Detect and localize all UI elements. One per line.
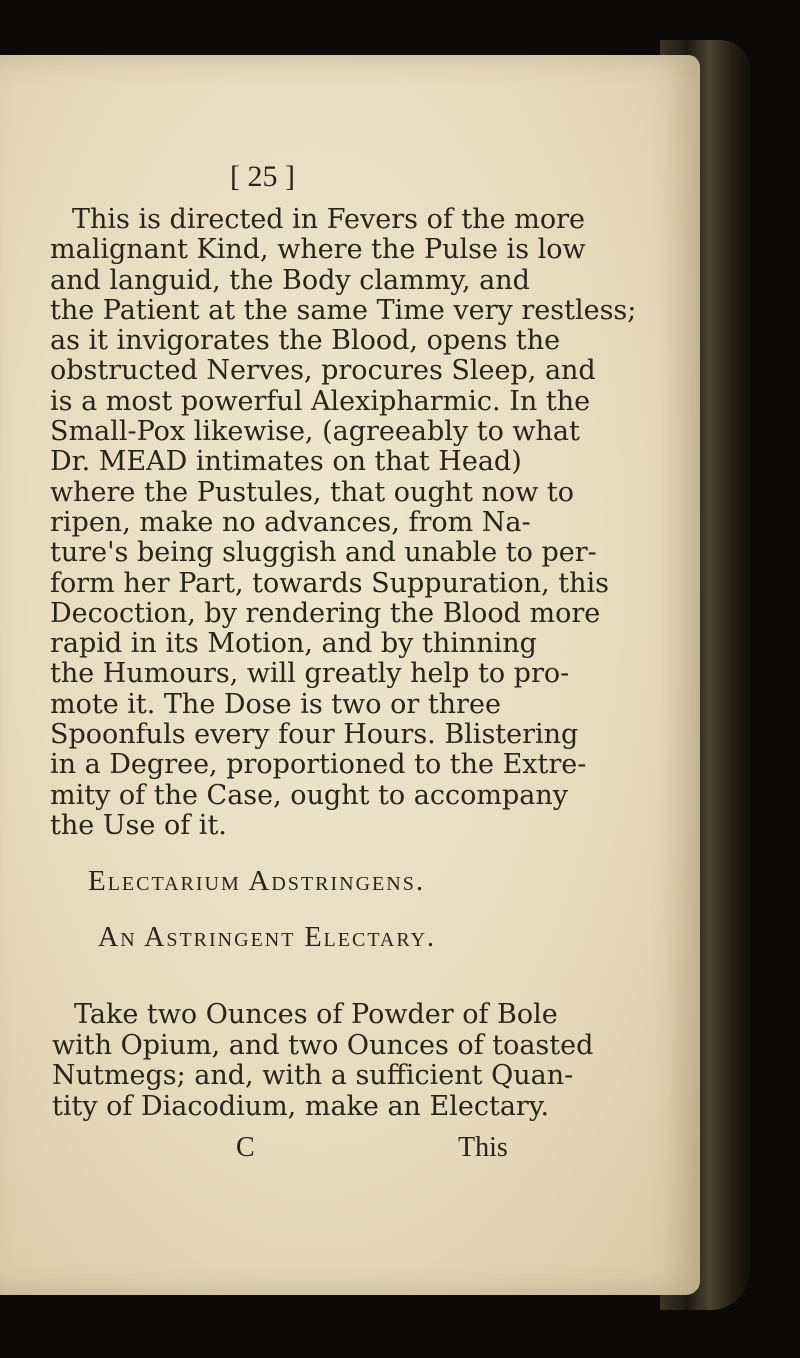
text-line: tity of Diacodium, make an Electary. [52, 1090, 550, 1122]
text-line: where the Pustules, that ought now to [50, 476, 574, 508]
text-line: obstructed Nerves, procures Sleep, and [50, 355, 596, 387]
text-line: rapid in its Motion, and by thinning [50, 628, 537, 660]
text-line: Spoonfuls every four Hours. Blistering [50, 719, 579, 751]
text-line: is a most powerful Alexipharmic. In the [50, 385, 591, 417]
text-line: and languid, the Body clammy, and [50, 264, 530, 296]
text-line: Take two Ounces of Powder of Bole [74, 999, 558, 1030]
recipe-heading-english: An Astringent Electary. [98, 922, 437, 953]
page-number: [ 25 ] [230, 160, 295, 193]
text-line: the Patient at the same Time very restless; [50, 294, 637, 326]
paragraph-2 [52, 999, 594, 1122]
text-line: Small-Pox likewise, (agreeably to what [50, 416, 580, 448]
text-line: the Use of it. [50, 809, 227, 841]
signature-mark: C [236, 1132, 255, 1163]
text-line: mity of the Case, ought to accompany [50, 779, 568, 811]
text-line: mote it. The Dose is two or three [50, 688, 501, 720]
text-line: form her Part, towards Suppuration, this [50, 567, 609, 599]
text-line: with Opium, and two Ounces of toasted [52, 1029, 594, 1061]
text-line: ripen, make no advances, from Na- [50, 506, 531, 538]
text-line: as it invigorates the Blood, opens the [50, 325, 561, 357]
paragraph-1 [50, 204, 637, 841]
text-line: Decoction, by rendering the Blood more [50, 597, 601, 629]
text-line: malignant Kind, where the Pulse is low [50, 234, 586, 266]
text-line: Dr. MEAD intimates on that Head) [50, 446, 522, 478]
text-line: in a Degree, proportioned to the Extre- [50, 749, 587, 781]
recipe-heading-latin: Electarium Adstringens. [88, 865, 426, 897]
text-line: the Humours, will greatly help to pro- [50, 658, 570, 690]
catchword: This [458, 1132, 508, 1163]
text-line: This is directed in Fevers of the more [72, 204, 585, 235]
text-line: Nutmegs; and, with a sufficient Quan- [52, 1060, 574, 1091]
text-line: ture's being sluggish and unable to per- [50, 537, 597, 569]
